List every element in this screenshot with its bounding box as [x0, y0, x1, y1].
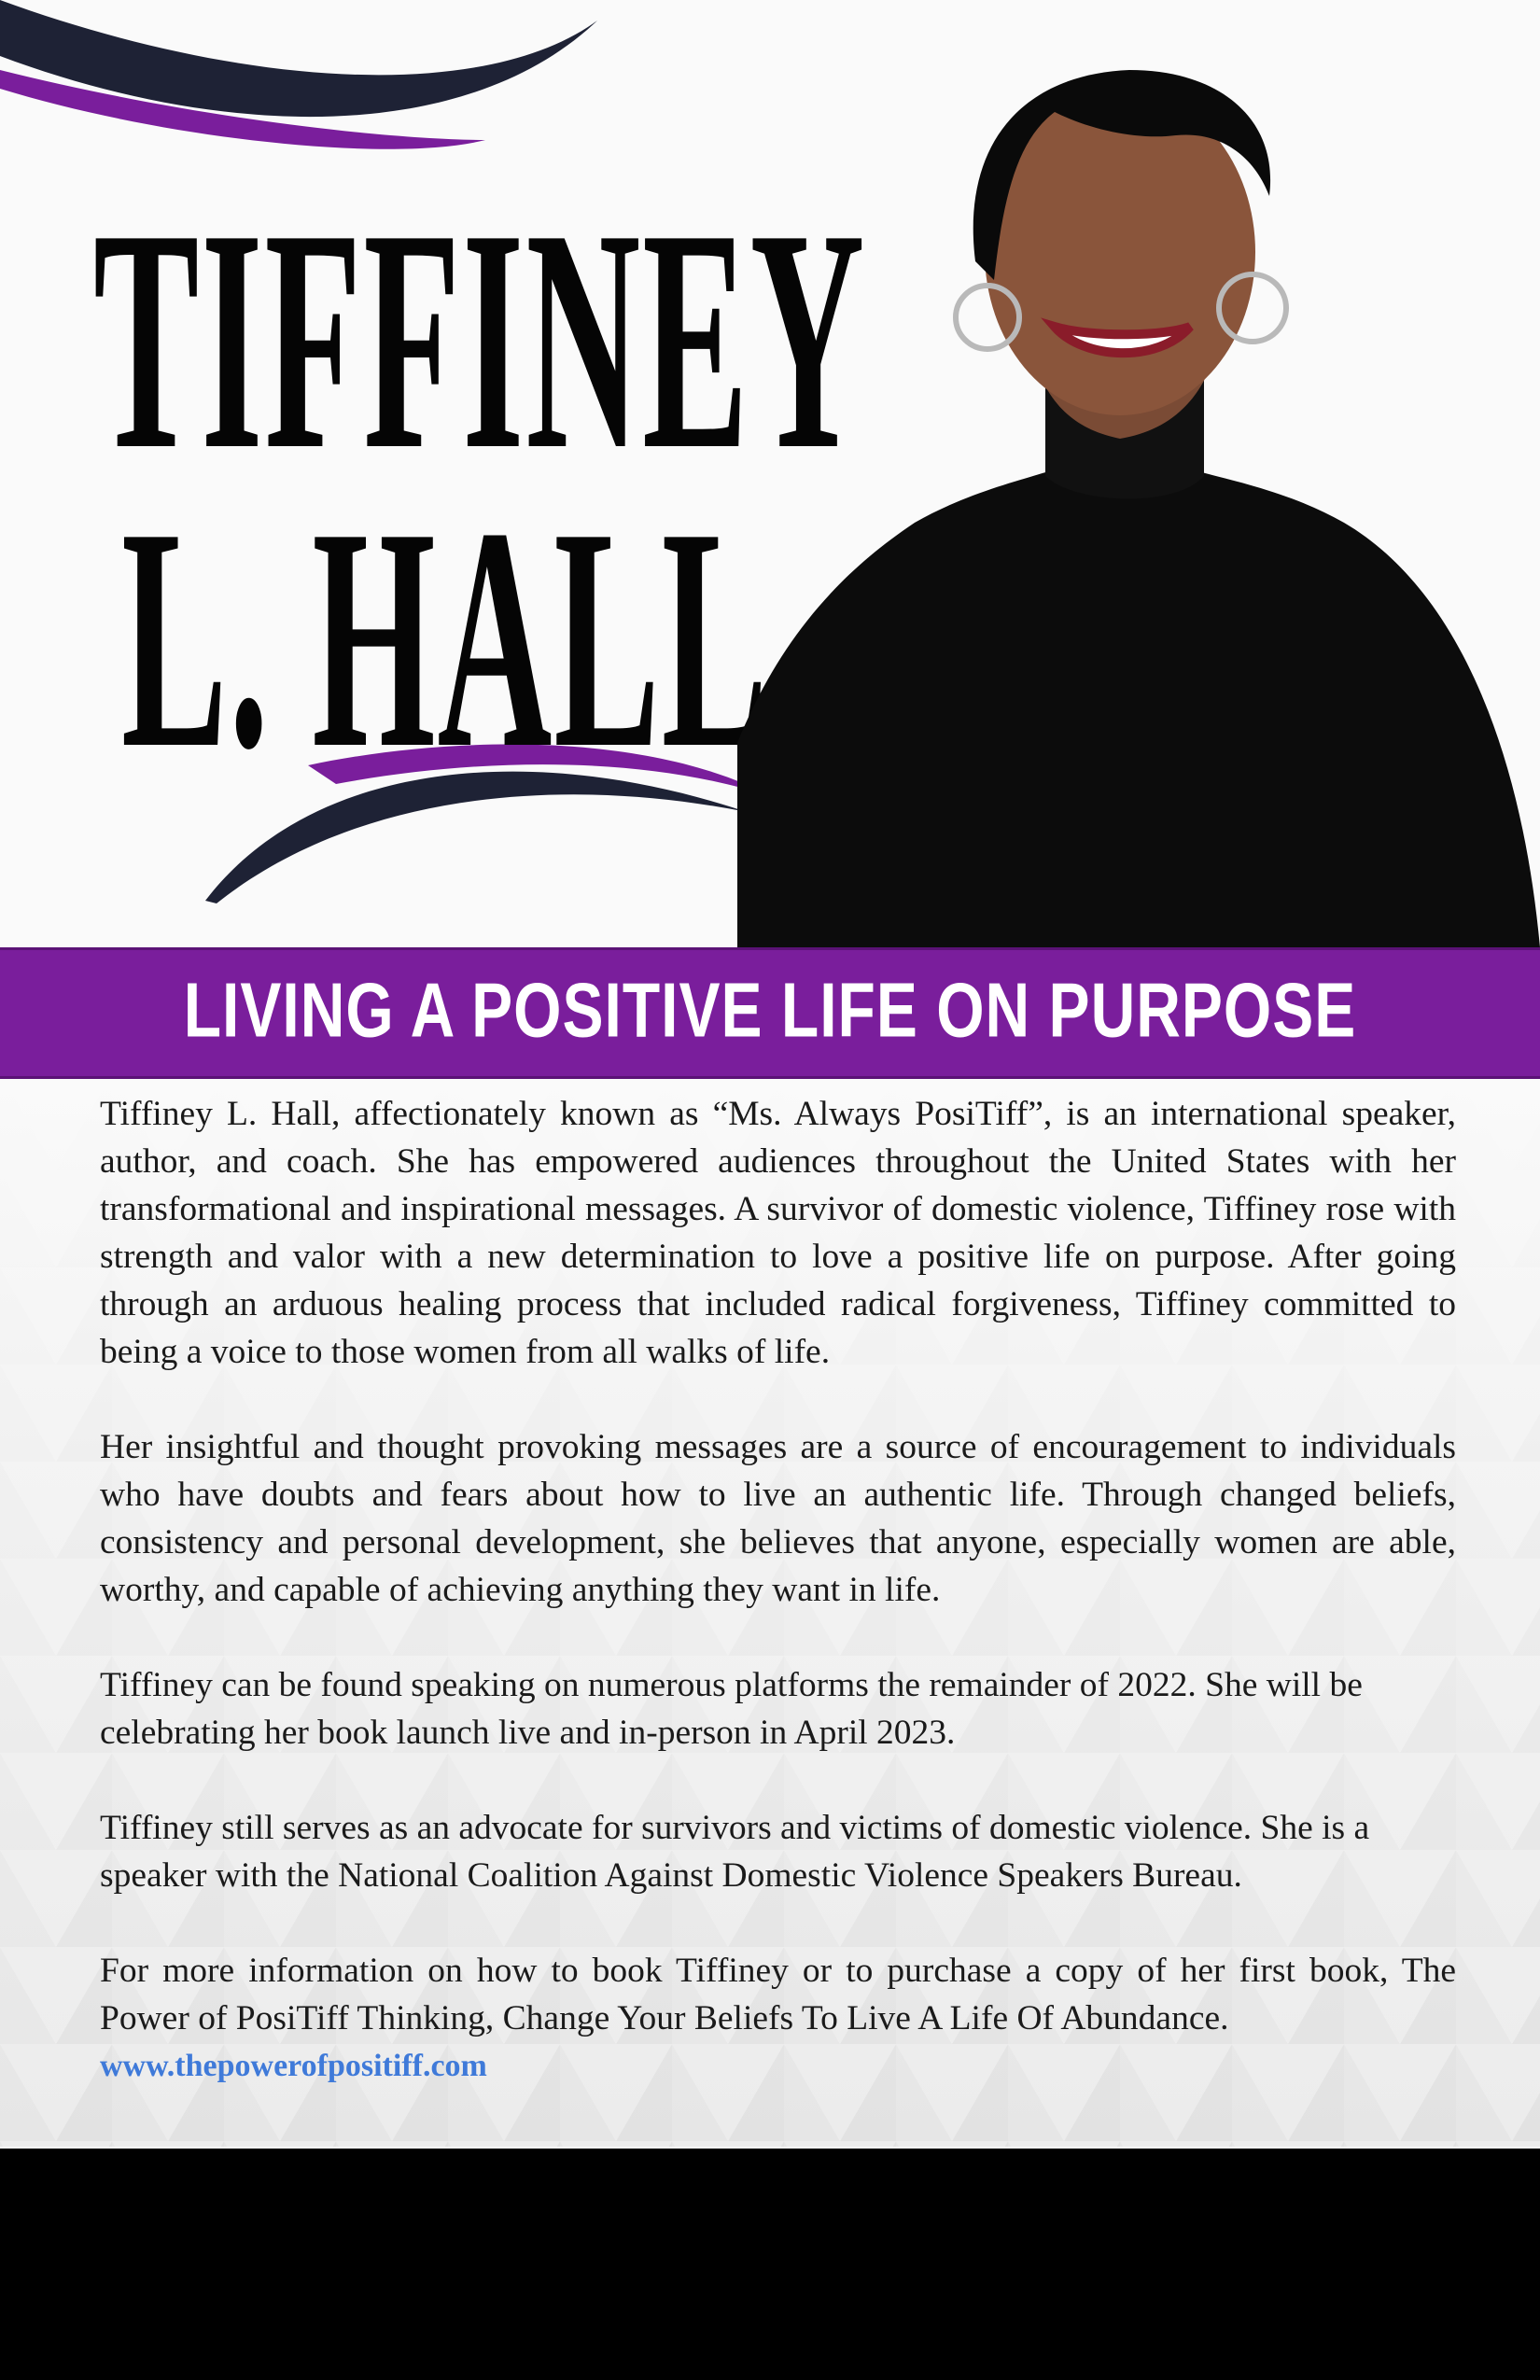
speaker-portrait [737, 37, 1540, 947]
bio-paragraph: Her insightful and thought provoking messages are a source of encouragement to individuals who have doubts and fears about how to live an authentic life. Through changed beliefs, consistency and personal development, she believes that anyone, especially women are able, worthy, and capable of achieving anything they want in life. [100, 1428, 1456, 1609]
website-link[interactable]: www.thepowerofpositiff.com [100, 2049, 487, 2083]
bio-paragraph: Tiffiney still serves as an advocate for survivors and victims of domestic violence. She is a speaker with the National Coalition Against Domestic Violence Speakers Bureau. [100, 1809, 1370, 1895]
speaker-first-name: TIFFINEY [93, 164, 867, 515]
bio-paragraph: Tiffiney can be found speaking on numerous platforms the remainder of 2022. She will be celebrating her book launch live and in-person in April 2023. [100, 1666, 1363, 1752]
bio-section [100, 1090, 1456, 2090]
tagline: LIVING A POSITIVE LIFE ON PURPOSE [183, 966, 1357, 1054]
bio-paragraph: Tiffiney L. Hall, affectionately known as “Ms. Always PosiTiff”, is an international speaker, author, and coach. She has empowered audiences throughout the United States with her transformational and inspirational messages. A survivor of domestic violence, Tiffiney rose with strength and valor with a new determination to love a positive life on purpose. After going through an arduous healing process that included radical forgiveness, Tiffiney committed to being a voice to those women from all walks of life. [100, 1095, 1456, 1371]
footer-bar [0, 2149, 1540, 2380]
bio-paragraph: For more information on how to book Tiffiney or to purchase a copy of her first book, The Power of PosiTiff Thinking, Change Your Beliefs To Live A Life Of Abundance. [100, 1952, 1456, 2037]
speaker-last-name: L. HALL [121, 463, 770, 814]
